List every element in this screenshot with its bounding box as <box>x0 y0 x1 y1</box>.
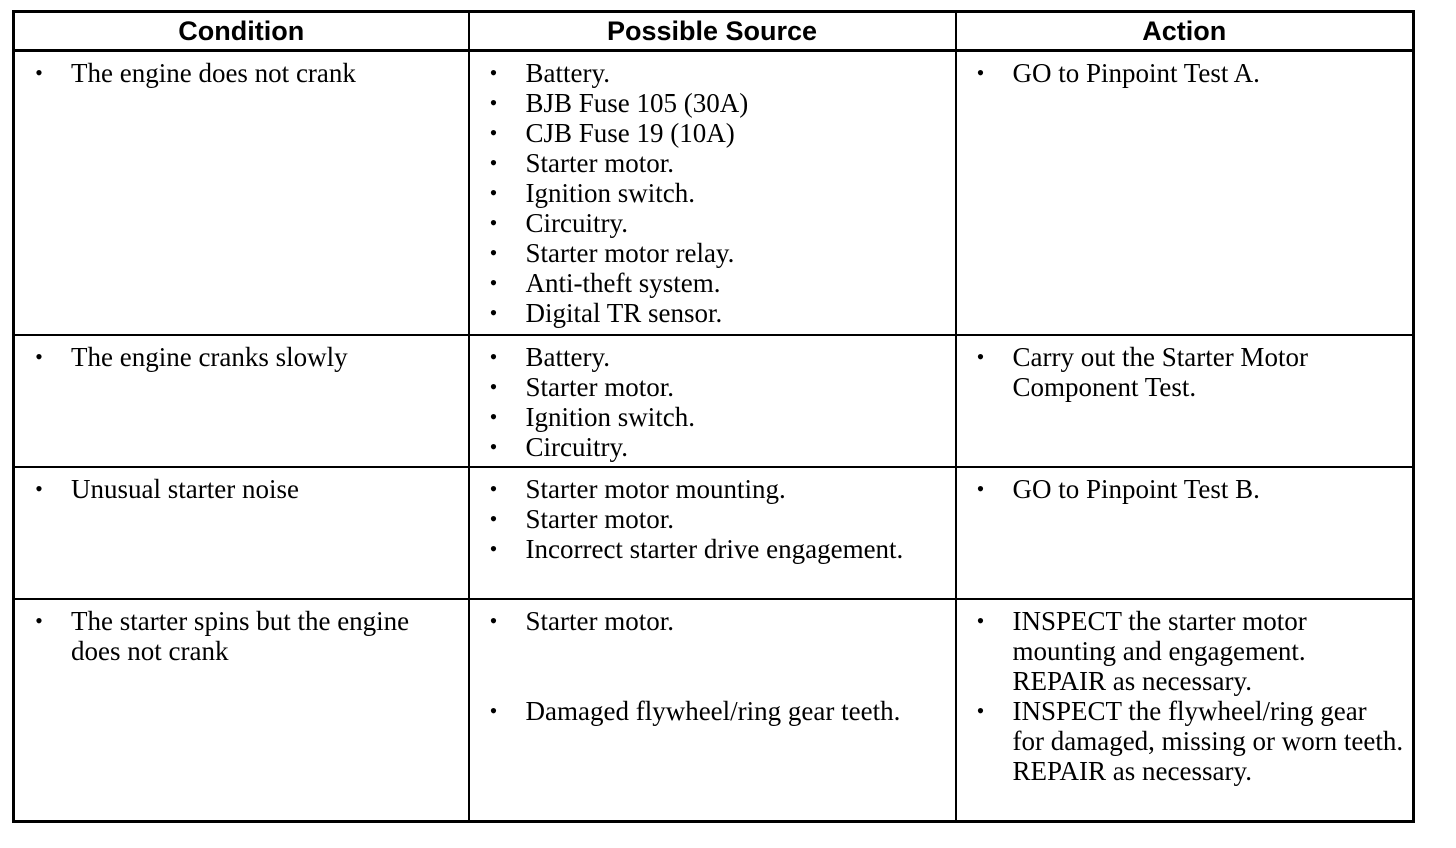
list-item <box>29 606 460 666</box>
source-text: Incorrect starter drive engagement. <box>525 534 904 564</box>
bullet-icon: • <box>976 60 985 85</box>
source-cell <box>469 51 956 336</box>
list-item <box>484 372 947 402</box>
action-text: INSPECT the flywheel/ring gear for damaged, missing or worn teeth. REPAIR as necessary. <box>1012 696 1404 786</box>
source-text: Battery. <box>525 342 610 372</box>
action-cell <box>956 51 1414 336</box>
bullet-icon: • <box>489 608 498 633</box>
source-text: Circuitry. <box>525 208 628 238</box>
bullet-icon: • <box>976 608 985 633</box>
bullet-icon: • <box>35 608 43 633</box>
list-item <box>484 342 947 372</box>
action-text: Carry out the Starter Motor Component Test. <box>1012 342 1308 402</box>
list-item <box>484 474 947 504</box>
header-row <box>14 12 1414 51</box>
bullet-icon: • <box>489 240 498 265</box>
bullet-icon: • <box>976 476 985 501</box>
source-cell <box>469 467 956 599</box>
bullet-icon: • <box>489 300 498 325</box>
source-text: Starter motor. <box>525 148 674 178</box>
table-row <box>14 467 1414 599</box>
list-item <box>971 606 1405 696</box>
source-text: CJB Fuse 19 (10A) <box>525 118 735 148</box>
header-action: Action <box>956 12 1414 51</box>
list-item <box>484 606 947 636</box>
bullet-icon: • <box>489 374 498 399</box>
list-item <box>29 342 460 372</box>
source-text: Starter motor relay. <box>525 238 735 268</box>
condition-cell <box>14 599 469 822</box>
source-text: Ignition switch. <box>525 178 695 208</box>
source-text: Digital TR sensor. <box>525 298 723 328</box>
bullet-icon: • <box>489 344 498 369</box>
source-text: Starter motor. <box>525 504 674 534</box>
source-text: Circuitry. <box>525 432 628 462</box>
bullet-icon: • <box>489 434 498 459</box>
list-item <box>971 342 1405 402</box>
action-text: GO to Pinpoint Test B. <box>1012 474 1260 504</box>
condition-cell <box>14 335 469 467</box>
list-item <box>484 178 947 208</box>
list-item <box>971 474 1405 504</box>
bullet-icon: • <box>489 404 498 429</box>
action-cell <box>956 599 1414 822</box>
list-item <box>29 58 460 88</box>
condition-cell <box>14 467 469 599</box>
condition-text: The engine does not crank <box>71 58 356 88</box>
bullet-icon: • <box>35 60 43 85</box>
source-text: BJB Fuse 105 (30A) <box>525 88 749 118</box>
bullet-icon: • <box>489 150 498 175</box>
diagnosis-table <box>12 10 1415 823</box>
source-text: Ignition switch. <box>525 402 695 432</box>
list-item <box>484 504 947 534</box>
source-cell <box>469 599 956 822</box>
table-row <box>14 335 1414 467</box>
list-item <box>971 696 1405 786</box>
bullet-icon: • <box>976 344 985 369</box>
header-possible-source: Possible Source <box>469 12 956 51</box>
list-item <box>484 402 947 432</box>
bullet-icon: • <box>976 698 985 723</box>
source-cell <box>469 335 956 467</box>
list-item <box>484 208 947 238</box>
list-item <box>484 88 947 118</box>
list-item <box>484 432 947 462</box>
list-item <box>484 298 947 328</box>
bullet-icon: • <box>489 698 498 723</box>
action-text: GO to Pinpoint Test A. <box>1012 58 1260 88</box>
bullet-icon: • <box>489 210 498 235</box>
bullet-icon: • <box>35 344 43 369</box>
header-condition: Condition <box>14 12 469 51</box>
condition-text: The engine cranks slowly <box>71 342 348 372</box>
list-item <box>484 534 947 564</box>
condition-text: Unusual starter noise <box>71 474 299 504</box>
bullet-icon: • <box>489 180 498 205</box>
bullet-icon: • <box>489 90 498 115</box>
list-item <box>484 696 947 726</box>
list-item <box>484 58 947 88</box>
action-text: INSPECT the starter motor mounting and engagement. REPAIR as necessary. <box>1012 606 1307 696</box>
bullet-icon: • <box>489 60 498 85</box>
action-cell <box>956 335 1414 467</box>
list-item <box>484 118 947 148</box>
source-text: Damaged flywheel/ring gear teeth. <box>525 696 901 726</box>
source-text: Battery. <box>525 58 610 88</box>
bullet-icon: • <box>489 270 498 295</box>
list-item <box>484 238 947 268</box>
bullet-icon: • <box>35 476 43 501</box>
action-cell <box>956 467 1414 599</box>
source-text: Anti-theft system. <box>525 268 721 298</box>
bullet-icon: • <box>489 536 498 561</box>
table-row <box>14 51 1414 336</box>
source-text: Starter motor. <box>525 606 674 636</box>
bullet-icon: • <box>489 476 498 501</box>
list-item <box>29 474 460 504</box>
condition-text: The starter spins but the engine does not crank <box>71 606 410 666</box>
bullet-icon: • <box>489 120 498 145</box>
list-item <box>971 58 1405 88</box>
source-text: Starter motor. <box>525 372 674 402</box>
list-item <box>484 268 947 298</box>
bullet-icon: • <box>489 506 498 531</box>
list-item <box>484 148 947 178</box>
table-row <box>14 599 1414 822</box>
condition-cell <box>14 51 469 336</box>
source-text: Starter motor mounting. <box>525 474 786 504</box>
